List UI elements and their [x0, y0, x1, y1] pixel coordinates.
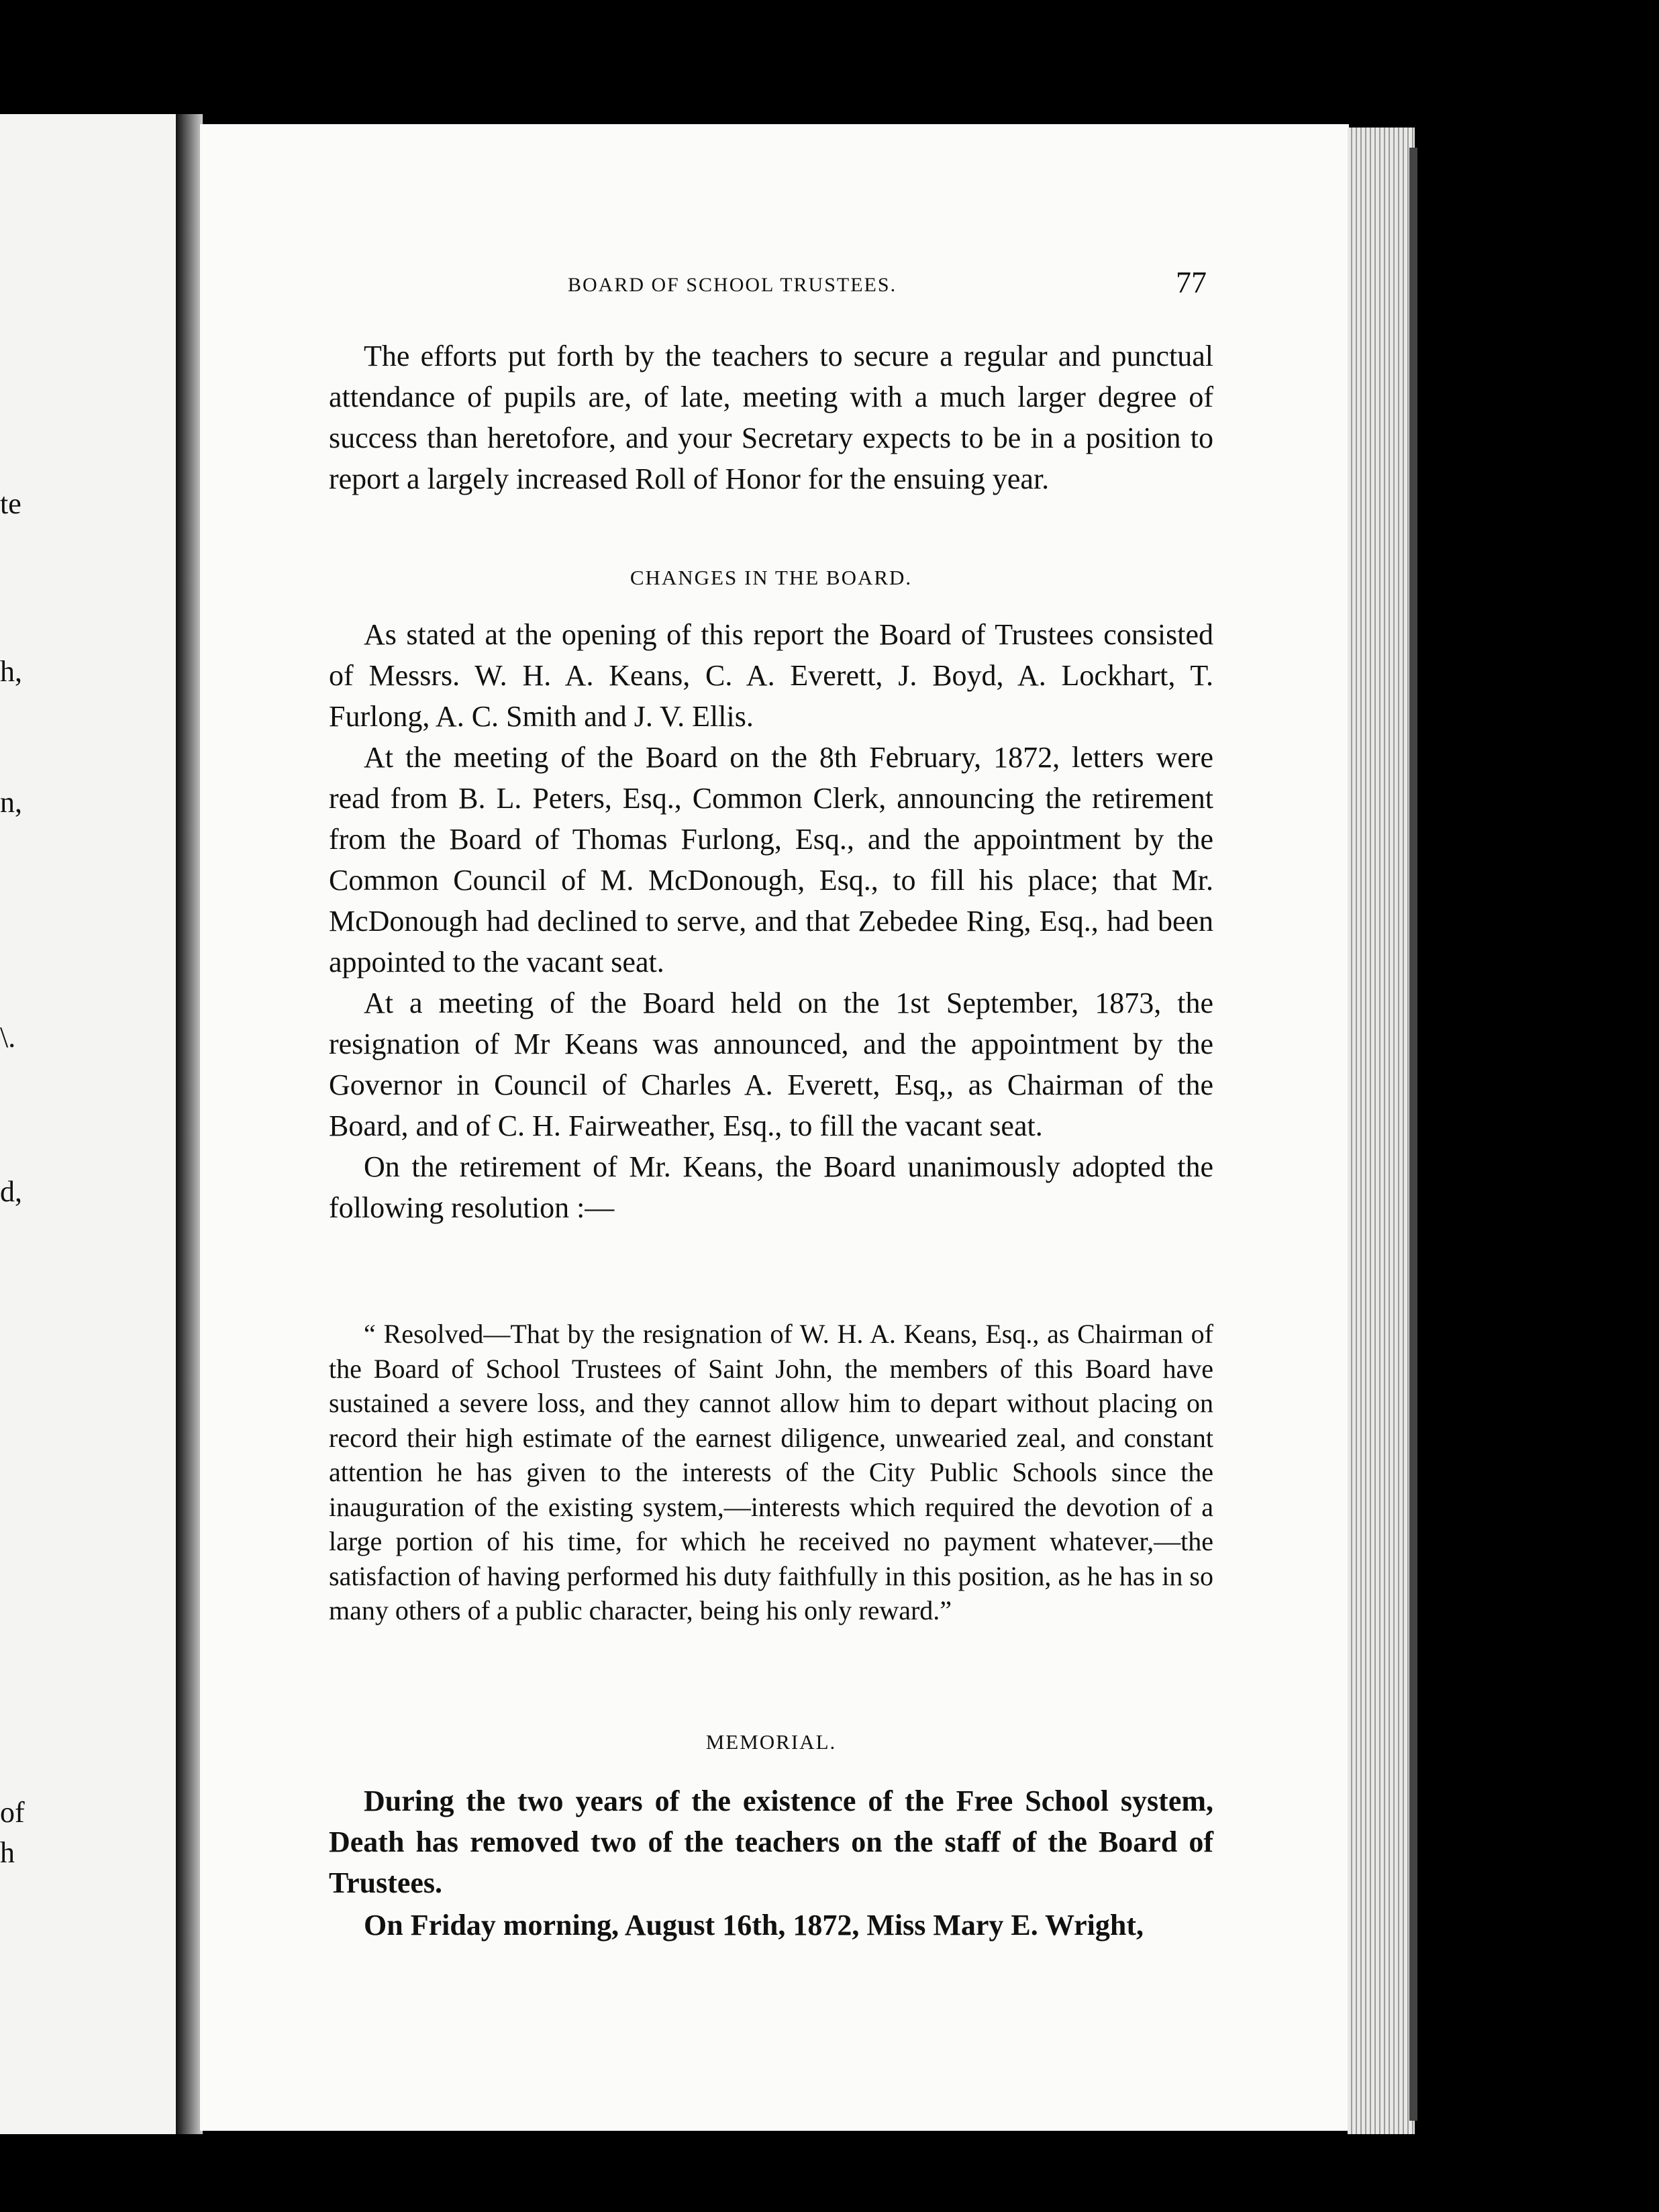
memorial-paragraphs	[329, 1780, 1213, 1947]
facing-page-fragment: \.	[0, 1021, 16, 1054]
book-gutter	[176, 114, 203, 2134]
memorial-paragraph: During the two years of the existence of the Free School system, Death has removed two of the teachers on the staff of the Board of Trustees.	[329, 1784, 1213, 1899]
facing-page-fragment: h,	[0, 655, 22, 688]
page-number: 77	[1176, 265, 1207, 299]
intro-paragraph-block	[329, 336, 1213, 499]
facing-page-fragment: h	[0, 1836, 15, 1869]
changes-paragraph: At a meeting of the Board held on the 1st September, 1873, the resignation of Mr Keans was announced, and the appointment by the Governor in Council of Charles A. Everett, Esq,, as Chairman of the Board, and of C. H. Fairweather, Esq., to fill the vacant seat.	[329, 987, 1213, 1142]
resolution-quote	[329, 1317, 1213, 1628]
page-edges	[1348, 128, 1415, 2134]
changes-paragraph: At the meeting of the Board on the 8th February, 1872, letters were read from B. L. Peters, Esq., Common Clerk, announcing the retirement from the Board of Thomas Furlong, Esq., and the appointment by the Common Council of M. McDonough, Esq., to fill his place; that Mr. McDonough had declined to serve, and that Zebedee Ring, Esq., had been appointed to the vacant seat.	[329, 741, 1213, 978]
facing-page	[0, 114, 180, 2134]
facing-page-fragment: n,	[0, 786, 22, 819]
section-heading-changes: CHANGES IN THE BOARD.	[630, 566, 913, 589]
facing-page-fragment: te	[0, 487, 21, 520]
memorial-paragraph: On Friday morning, August 16th, 1872, Miss Mary E. Wright,	[364, 1909, 1144, 1942]
changes-paragraph: As stated at the opening of this report the Board of Trustees consisted of Messrs. W. H. A. Keans, C. A. Everett, J. Boyd, A. Lockhart, T. Furlong, A. C. Smith and J. V. Ellis.	[329, 618, 1213, 733]
section-heading-memorial: MEMORIAL.	[705, 1730, 837, 1754]
resolution-text: “ Resolved—That by the resignation of W. H. A. Keans, Esq., as Chairman of the Board of School Trustees of Saint John, the members of this Board have sustained a severe loss, and they cannot allow him to depart without placing on record their high estimate of the earnest diligence, unwearied zeal, and constant attention he has given to the interests of the City Public Schools since the inauguration of the existing system,—interests which required the devotion of a large portion of his time, for which he received no payment whatever,—the satisfaction of having performed his duty faithfully in this position, as he has in so many others of a public character, being his only reward.”	[329, 1319, 1213, 1625]
facing-page-fragment: d,	[0, 1175, 22, 1208]
page-edge-shadow	[1409, 148, 1417, 2121]
intro-paragraph: The efforts put forth by the teachers to secure a regular and punctual attendance of pupils are, of late, meeting with a much larger degree of success than heretofore, and your Secretary expects to be in a position to report a largely increased Roll of Honor for the ensuing year.	[329, 340, 1213, 495]
changes-paragraph: On the retirement of Mr. Keans, the Board unanimously adopted the following resolution :—	[329, 1150, 1213, 1224]
running-head: BOARD OF SCHOOL TRUSTEES.	[568, 274, 897, 296]
facing-page-fragment: of	[0, 1796, 25, 1829]
changes-paragraphs	[329, 614, 1213, 1228]
